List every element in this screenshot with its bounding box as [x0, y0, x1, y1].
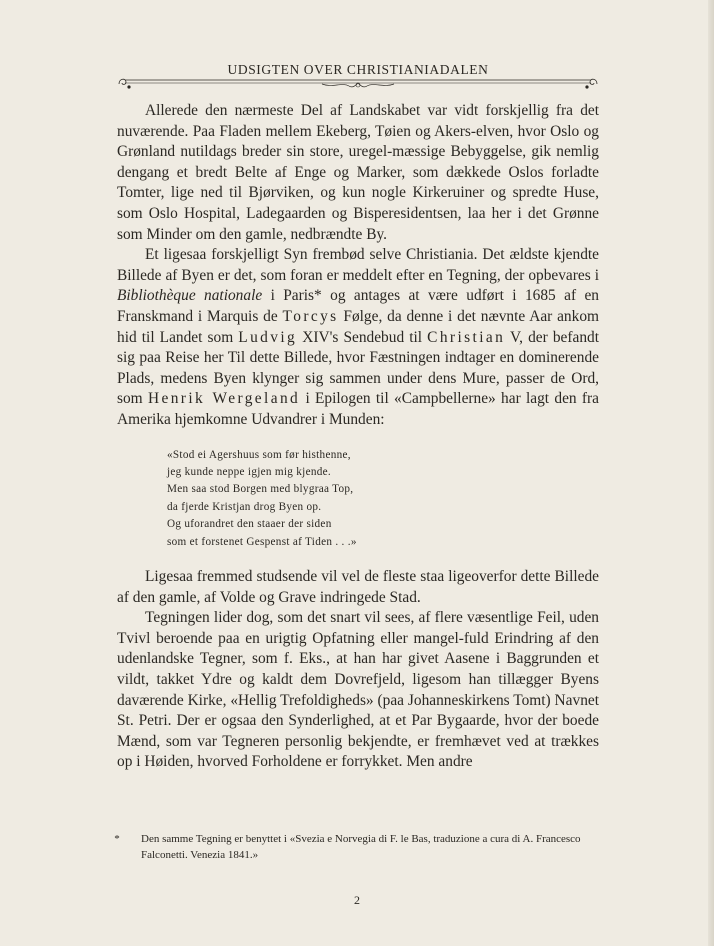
header-ornament-rule [117, 74, 599, 92]
main-text [117, 101, 599, 773]
paragraph-1: Allerede den nærmeste Del af Landskabet var vidt forskjellig fra det nuværende. Paa Fladen mellem Ekeberg, Tøien og Akers-elven, hvor Oslo og Grønland nutildags breder sin store, uregel-mæssige Bebyggelse, gik nemlig dengang et bredt Belte af Enge og Marker, som dækkede Oslos forladte Tomter, lige ned til Bjørviken, og kun nogle Kirkeruiner og spredte Huse, som Oslo Hospital, Ladegaarden og Bisperesidentsen, laa her i det Grønne som Minder om den gamle, nedbrændte By. [117, 102, 599, 243]
running-header: UDSIGTEN OVER CHRISTIANIADALEN [227, 62, 489, 77]
paragraph-2-text-a: Et ligesaa forskjelligt Syn frembød selve Christiania. Det ældste kjendte Billede af Byen er det, som foran er meddelt efter en Tegning, der opbevares i [117, 246, 599, 284]
spaced-name-christian: Christian [427, 328, 506, 346]
footnote-mark: * [114, 833, 120, 845]
paragraph-4: Tegningen lider dog, som det snart vil sees, af flere væsentlige Feil, uden Tvivl beroende paa en urigtig Opfatning eller mangel-fuld Erindring af den udenlandske Tegner, som f. Eks., at han har givet Aasene i Baggrunden et vildt, takket Ydre og kaldt dem Dovrefjeld, ligesom han tillægger Byens daværende Kirke, «Hellig Trefoldigheds» (paa Johanneskirkens Tomt) Navnet St. Petri. Der er ogsaa den Synderlighed, at et Par Bygaarde, hvor der boede Mænd, som var Tegneren personlig bekjendte, er fremhævet ved at trækkes op i Høiden, hvorved Forholdene er forrykket. Men andre [117, 609, 599, 771]
poem-line: «Stod ei Agershuus som før histhenne, [167, 448, 351, 461]
paragraph-2-text-d: XIV's Sendebud til [297, 328, 428, 346]
page-number: 2 [354, 893, 360, 907]
paragraph-2-text-c: Følge, da denne i det nævnte Aar ankom hid til Landet som [117, 307, 599, 346]
paragraph-2-text-e: V, der befandt sig paa Reise her Til dette Billede, hvor Fæstningen indtager en dominerende Plads, medens Byen klynger sig sammen under dens Mure, passer de Ord, som [117, 328, 599, 408]
paragraph-3: Ligesaa fremmed studsende vil vel de fleste staa ligeoverfor dette Billede af den gamle, af Volde og Grave indringede Stad. [117, 567, 599, 606]
poem-line: da fjerde Kristjan drog Byen op. [167, 500, 322, 513]
footnote-text: Den samme Tegning er benyttet i «Svezia e Norvegia di F. le Bas, traduzione a cura di A. Francesco Falconetti. Venezia 1841.» [141, 833, 581, 861]
paragraph-2-text-f: i Epilogen til «Campbellerne» har lagt den fra Amerika hjemkomne Udvandrer i Munden: [117, 390, 600, 428]
poem-line: Men saa stod Borgen med blygraa Top, [167, 483, 354, 496]
page-edge [708, 0, 714, 946]
poem-line: som et forstenet Gespenst af Tiden . . .» [167, 535, 357, 548]
paragraph-2-text-b: i Paris* og antages at være udført i 1685 af en Franskmand i Marquis de [117, 287, 599, 325]
poem-line: Og uforandret den staaer der siden [167, 518, 332, 531]
paragraph-2 [117, 245, 599, 430]
italic-title: Bibliothèque nationale [117, 287, 263, 305]
spaced-name-ludvig: Ludvig [238, 328, 298, 346]
poem-quote [167, 447, 599, 551]
spaced-name-torcys: Torcys [282, 307, 339, 325]
poem-line: jeg kunde neppe igjen mig kjende. [167, 465, 331, 478]
spaced-name-wergeland: Henrik Wergeland [147, 390, 301, 408]
footnote [114, 831, 599, 863]
